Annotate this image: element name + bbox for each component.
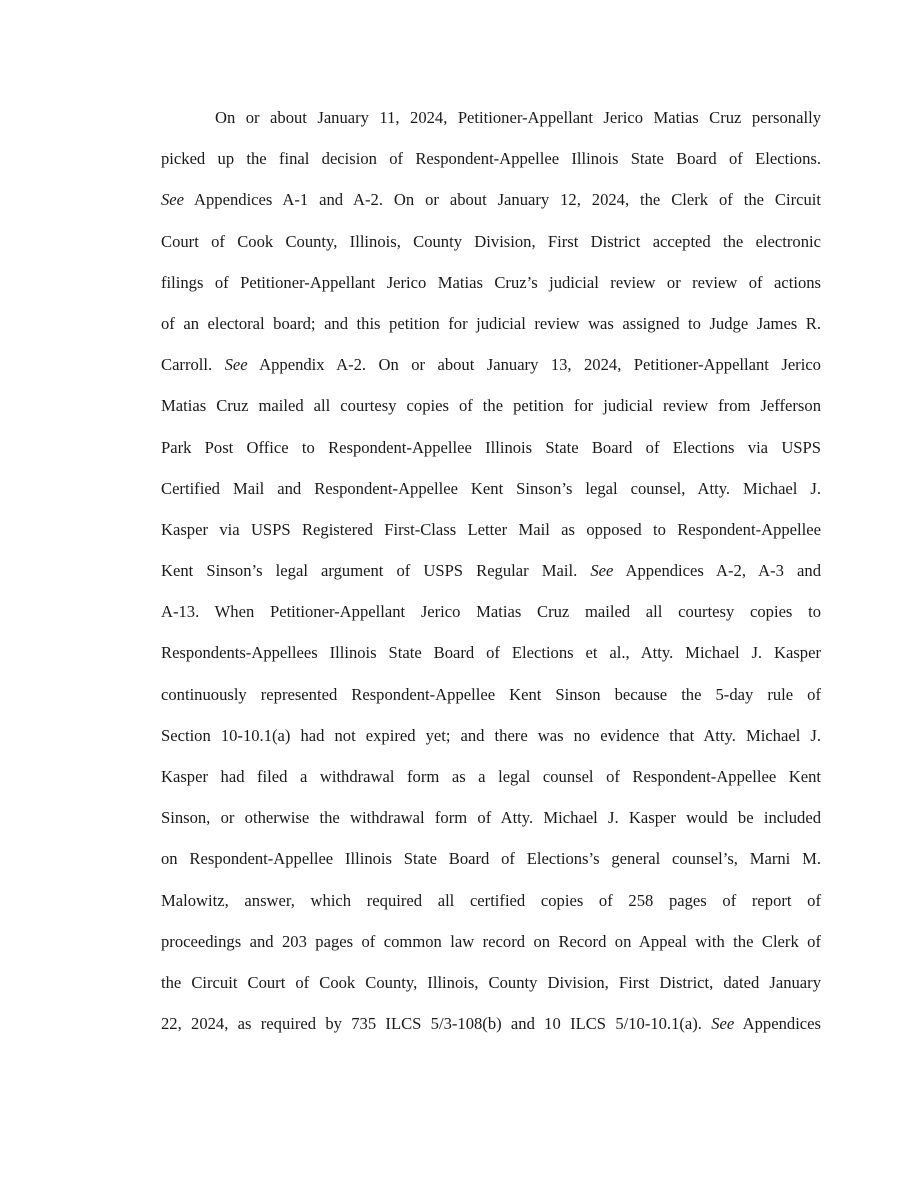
- text-line: [161, 475, 821, 516]
- text-segment: Sinson, or otherwise the withdrawal form of Atty. Michael J. Kasper would be included: [161, 808, 821, 828]
- text-segment: Matias Cruz mailed all courtesy copies of the petition for judicial review from Jefferson: [161, 396, 821, 416]
- text-line: [161, 887, 821, 928]
- text-line: [161, 969, 821, 1010]
- text-line: [161, 639, 821, 680]
- text-segment: Kasper had filed a withdrawal form as a legal counsel of Respondent-Appellee Kent: [161, 767, 821, 786]
- text-segment: Kasper via USPS Registered First-Class Letter Mail as opposed to Respondent-Appellee: [161, 519, 821, 539]
- text-line: [161, 186, 821, 227]
- text-line: [161, 104, 821, 145]
- text-segment: Kent Sinson’s legal argument of USPS Regular Mail.: [161, 561, 591, 581]
- citation-signal-italic: See: [711, 1014, 735, 1034]
- text-segment: Section 10-10.1(a) had not expired yet; and there was no evidence that Atty. Michael J.: [161, 725, 821, 745]
- text-line: [161, 516, 821, 557]
- text-segment: on Respondent-Appellee Illinois State Board of Elections’s general counsel’s, Marni M.: [161, 849, 821, 869]
- text-segment: 22, 2024, as required by 735 ILCS 5/3-108(b) and 10 ILCS 5/10-10.1(a).: [161, 1014, 712, 1034]
- text-line: [161, 228, 821, 269]
- text-segment: Certified Mail and Respondent-Appellee Kent Sinson’s legal counsel, Atty. Michael J.: [161, 478, 821, 498]
- text-line: [161, 145, 821, 186]
- text-segment: the Circuit Court of Cook County, Illinois, County Division, First District, dated January: [161, 972, 821, 992]
- text-line: [161, 351, 821, 392]
- text-segment: Appendices A-1 and A-2. On or about January 12, 2024, the Clerk of the Circuit: [184, 190, 821, 210]
- text-line: [161, 804, 821, 845]
- text-segment: Appendix A-2. On or about January 13, 2024, Petitioner-Appellant Jerico: [247, 355, 821, 375]
- text-line: [161, 310, 821, 351]
- text-line: [161, 763, 821, 804]
- text-line: [161, 392, 821, 433]
- text-line: [161, 557, 821, 598]
- text-segment: Appendices: [734, 1014, 821, 1034]
- text-segment: Carroll.: [161, 355, 225, 375]
- text-segment: picked up the final decision of Respondent-Appellee Illinois State Board of Elections.: [161, 149, 821, 169]
- text-line: [161, 269, 821, 310]
- text-line: [161, 722, 821, 763]
- text-line: [161, 1010, 821, 1051]
- text-line: [161, 845, 821, 886]
- citation-signal-italic: See: [224, 355, 248, 375]
- text-segment: proceedings and 203 pages of common law record on Record on Appeal with the Clerk of: [161, 931, 821, 951]
- text-segment: Park Post Office to Respondent-Appellee Illinois State Board of Elections via USPS: [161, 437, 821, 457]
- citation-signal-italic: See: [590, 561, 614, 581]
- text-line: [161, 928, 821, 969]
- text-segment: Appendices A-2, A-3 and: [613, 561, 821, 581]
- text-segment: filings of Petitioner-Appellant Jerico Matias Cruz’s judicial review or review of actions: [161, 272, 821, 292]
- text-segment: Malowitz, answer, which required all certified copies of 258 pages of report of: [161, 890, 821, 910]
- text-segment: Court of Cook County, Illinois, County Division, First District accepted the electronic: [161, 231, 821, 251]
- text-line: [161, 681, 821, 722]
- text-line: [161, 598, 821, 639]
- body-paragraph: [161, 104, 821, 1051]
- text-segment: On or about January 11, 2024, Petitioner-Appellant Jerico Matias Cruz personally: [215, 108, 821, 127]
- text-segment: Respondents-Appellees Illinois State Board of Elections et al., Atty. Michael J. Kasper: [161, 643, 821, 663]
- text-segment: A-13. When Petitioner-Appellant Jerico Matias Cruz mailed all courtesy copies to: [161, 602, 821, 622]
- text-segment: of an electoral board; and this petition for judicial review was assigned to Judge James R.: [161, 313, 821, 333]
- text-line: [161, 434, 821, 475]
- citation-signal-italic: See: [161, 190, 185, 210]
- text-segment: continuously represented Respondent-Appellee Kent Sinson because the 5-day rule of: [161, 684, 821, 704]
